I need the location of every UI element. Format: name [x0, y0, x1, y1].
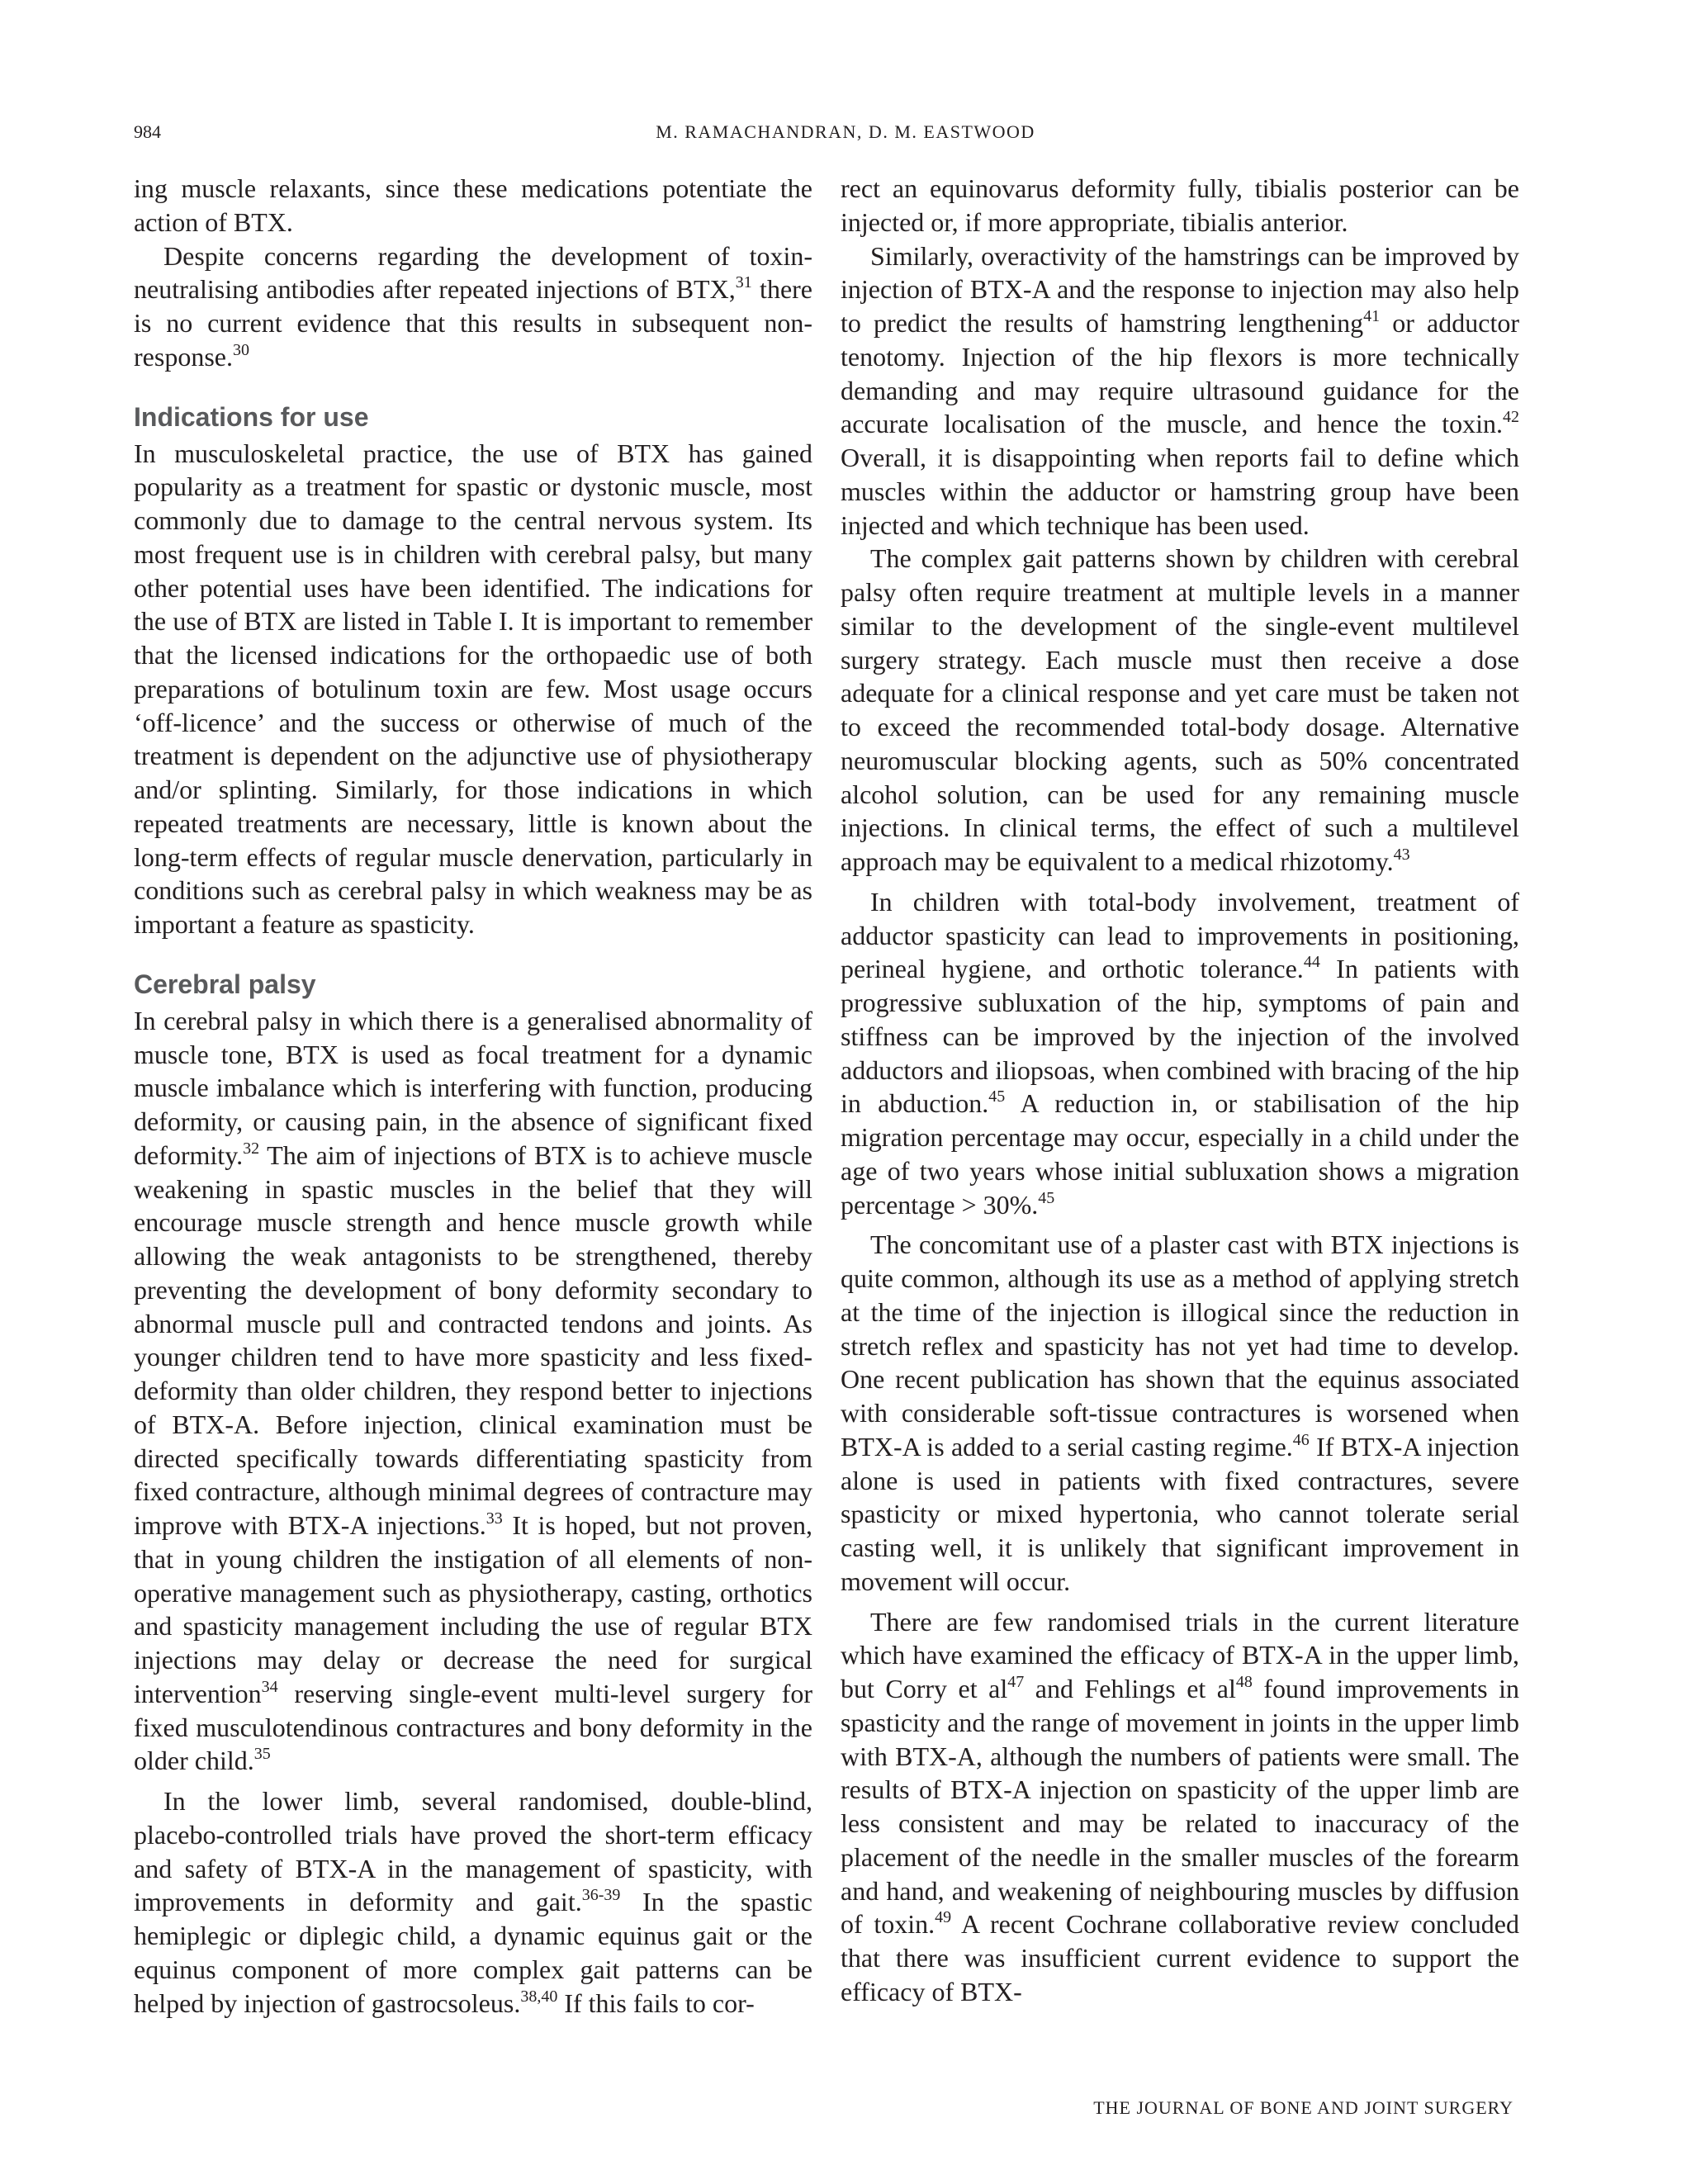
- reference-marker: 45: [1038, 1188, 1055, 1207]
- right-column: [841, 172, 1519, 2009]
- paragraph: Despite concerns regarding the development of toxin-neutralising antibodies after repeated injections of BTX,$^{31}$ there is no current evidence that this results in subsequent non-response.$^{30}$: [134, 240, 813, 372]
- reference-marker: 35: [253, 1745, 271, 1764]
- reference-marker: 47: [1007, 1673, 1025, 1691]
- paragraph: rect an equinovarus deformity fully, tibialis posterior can be injected or, if more appropriate, tibialis anterior.: [841, 173, 1519, 237]
- reference-marker: 44: [1303, 953, 1320, 972]
- running-head-authors: M. RAMACHANDRAN, D. M. EASTWOOD: [656, 121, 1035, 142]
- reference-marker: 38,40: [520, 1987, 558, 2006]
- reference-marker: 31: [735, 273, 752, 292]
- left-column: [134, 172, 812, 2020]
- reference-marker: 48: [1235, 1673, 1253, 1691]
- reference-marker: 30: [232, 340, 249, 359]
- reference-marker: 42: [1503, 408, 1519, 427]
- paragraph: The complex gait patterns shown by children with cerebral palsy often require treatment at multiple levels in a manner similar to the development of the single-event multilevel surgery strategy. Each muscle must then receive a dose adequate for a clinical response and yet care must be taken not to exceed the recommended total-body dosage. Alternative neuromuscular blocking agents, such as 50% concentrated alcohol solution, can be used for any remaining muscle injections. In clinical terms, the effect of such a multilevel approach may be equivalent to a medical rhizotomy.$^{43}$: [841, 543, 1519, 876]
- reference-marker: 34: [261, 1677, 278, 1696]
- section-heading-indications: Indications for use: [134, 401, 369, 432]
- paragraph: In the lower limb, several randomised, double-blind, placebo-controlled trials have proved the short-term efficacy and safety of BTX-A in the management of spasticity, with improvements in deformity and gait.$^{36-39}$ In the spastic hemiplegic or diplegic child, a dynamic equinus gait or the equinus component of more complex gait patterns can be helped by injection of gastrocsoleus.$^{38,40}$ If this fails to cor-: [134, 1786, 813, 2018]
- reference-marker: 46: [1292, 1430, 1310, 1449]
- paragraph: In children with total-body involvement, treatment of adductor spasticity can lead to improvements in positioning, perineal hygiene, and orthotic tolerance.$^{44}$ In patients with progressive subluxation of the hip, symptoms of pain and stiffness can be improved by the injection of the involved adductors and iliopsoas, when combined with bracing of the hip in abduction.$^{45}$ A reduction in, or stabilisation of the hip migration percentage may occur, especially in a child under the age of two years whose initial subluxation shows a migration percentage > 30%.$^{45}$: [841, 886, 1520, 1220]
- paragraph: In cerebral palsy in which there is a generalised abnormality of muscle tone, BTX is used as focal treatment for a dynamic muscle imbalance which is interfering with function, producing deformity, or causing pain, in the absence of significant fixed deformity.$^{32}$ The aim of injections of BTX is to achieve muscle weakening in spastic muscles in the belief that they will encourage muscle strength and hence muscle growth while allowing the weak antagonists to be strengthened, thereby preventing the development of bony deformity secondary to abnormal muscle pull and contracted tendons and joints. As younger children tend to have more spasticity and less fixed-deformity than older children, they respond better to injections of BTX-A. Before injection, clinical examination must be directed specifically towards differentiating spasticity from fixed contracture, although minimal degrees of contracture may improve with BTX-A injections.$^{33}$ It is hoped, but not proven, that in young children the instigation of all elements of non-operative management such as physiotherapy, casting, orthotics and spasticity management including the use of regular BTX injections may delay or decrease the need for surgical intervention$^{34}$ reserving single-event multi-level surgery for fixed musculotendinous contractures and bony deformity in the older child.$^{35}$: [134, 1005, 813, 1776]
- reference-marker: 41: [1363, 307, 1381, 325]
- footer-journal-name: THE JOURNAL OF BONE AND JOINT SURGERY: [1093, 2097, 1513, 2118]
- paragraph: In musculoskeletal practice, the use of BTX has gained popularity as a treatment for spastic or dystonic muscle, most commonly due to damage to the central nervous system. Its most frequent use is in children with cerebral palsy, but many other potential uses have been identified. The indications for the use of BTX are listed in Table I. It is important to remember that the licensed indications for the orthopaedic use of both preparations of botulinum toxin are few. Most usage occurs ‘off-licence’ and the success or otherwise of much of the treatment is dependent on the adjunctive use of physiotherapy and/or splinting. Similarly, for those indications in which repeated treatments are necessary, little is known about the long-term effects of regular muscle denervation, particularly in conditions such as cerebral palsy in which weakness may be as important a feature as spasticity.: [134, 438, 812, 939]
- page-number: 984: [134, 121, 161, 142]
- reference-marker: 33: [486, 1509, 503, 1528]
- reference-marker: 49: [935, 1908, 952, 1927]
- reference-marker: 45: [988, 1087, 1006, 1106]
- paragraph: The concomitant use of a plaster cast with BTX injections is quite common, although its use as a method of applying stretch at the time of the injection is illogical since the reduction in stretch reflex and spasticity has not yet had time to develop. One recent publication has shown that the equinus associated with considerable soft-tissue contractures is worsened when BTX-A is added to a serial casting regime.$^{46}$ If BTX-A injection alone is used in patients with fixed contractures, severe spasticity or mixed hypertonia, who cannot tolerate serial casting well, it is unlikely that significant improvement in movement will occur.: [841, 1229, 1520, 1596]
- paragraph: Similarly, overactivity of the hamstrings can be improved by injection of BTX-A and the response to injection may also help to predict the results of hamstring lengthening$^{41}$ or adductor tenotomy. Injection of the hip flexors is more technically demanding and may require ultrasound guidance for the accurate localisation of the muscle, and hence the toxin.$^{42}$ Overall, it is disappointing when reports fail to define which muscles within the adductor or hamstring group have been injected and which technique has been used.: [841, 240, 1520, 540]
- paragraph: There are few randomised trials in the current literature which have examined the efficacy of BTX-A in the upper limb, but Corry et $al^{47}$ and Fehlings et $al^{48}$ found improvements in spasticity and the range of movement in joints in the upper limb with BTX-A, although the numbers of patients were small. The results of BTX-A injection on spasticity of the upper limb are less consistent and may be related to inaccuracy of the placement of the needle in the smaller muscles of the forearm and hand, and weakening of neighbouring muscles by diffusion of toxin.$^{49}$ A recent Cochrane collaborative review concluded that there was insufficient current evidence to support the efficacy of BTX-: [841, 1606, 1520, 2006]
- reference-marker: 32: [243, 1139, 260, 1158]
- paragraph: ing muscle relaxants, since these medications potentiate the action of BTX.: [134, 173, 812, 237]
- section-heading-cerebral-palsy: Cerebral palsy: [134, 969, 316, 999]
- reference-marker: 36-39: [581, 1886, 621, 1905]
- reference-marker: 43: [1393, 846, 1410, 864]
